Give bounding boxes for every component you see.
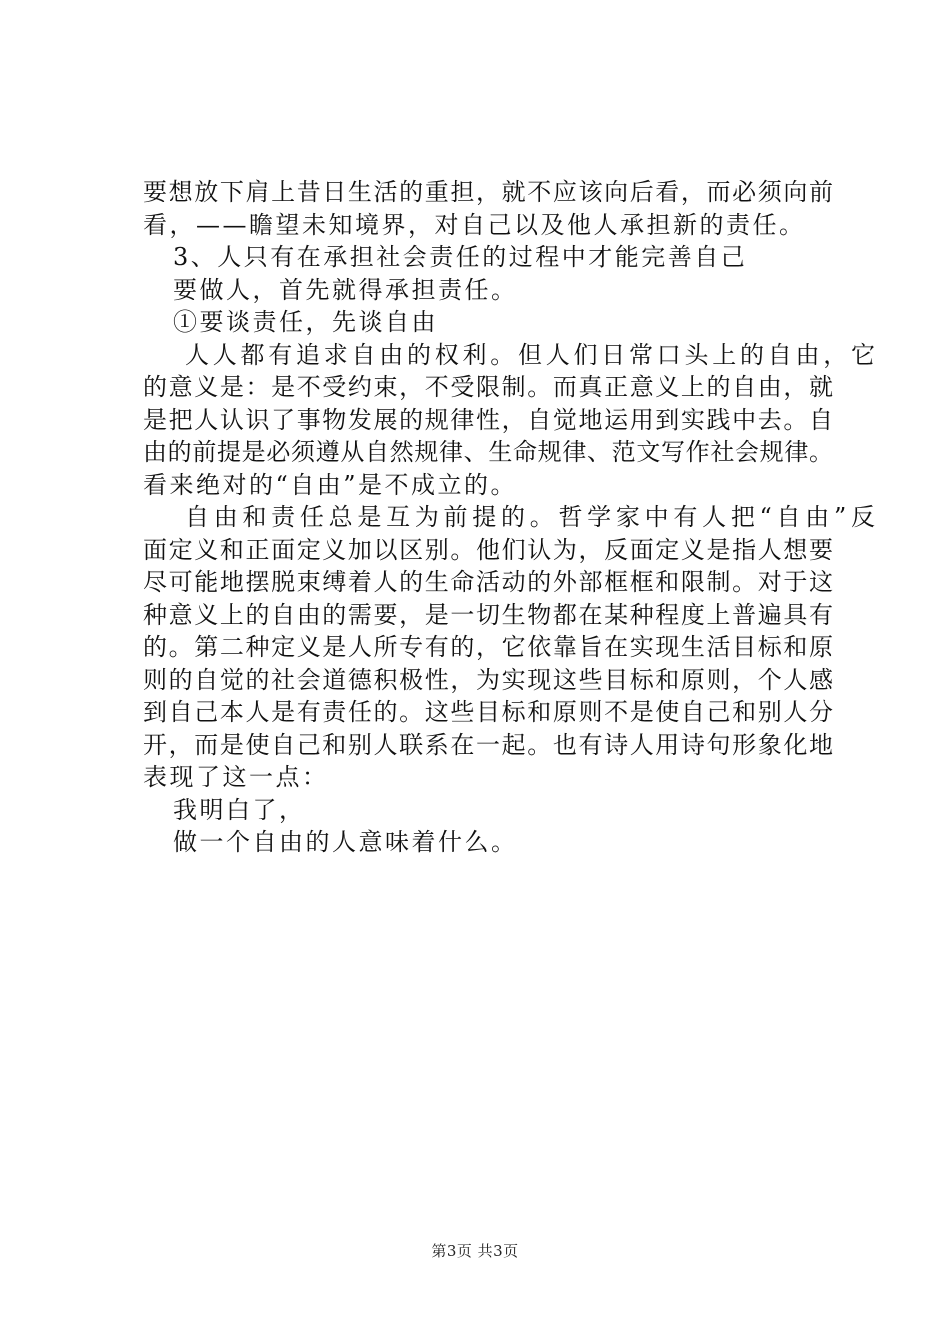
paragraph-line: 到自己本人是有责任的。这些目标和原则不是使自己和别人分 [143, 698, 833, 726]
paragraph-line: 开，而是使自己和别人联系在一起。也有诗人用诗句形象化地 [143, 730, 833, 759]
paragraph-line: 自由和责任总是互为前提的。哲学家中有人把“自由”反 [185, 503, 875, 531]
paragraph-line: 种意义上的自由的需要，是一切生物都在某种程度上普遍具有 [143, 600, 833, 629]
paragraph-line: 的意义是：是不受约束，不受限制。而真正意义上的自由，就 [143, 373, 833, 401]
paragraph-line: 看，——瞻望未知境界，对自己以及他人承担新的责任。 [143, 210, 806, 239]
document-body [143, 176, 875, 859]
paragraph-line: 是把人认识了事物发展的规律性，自觉地运用到实践中去。自 [143, 405, 833, 434]
page-number: 第3页 共3页 [431, 1242, 519, 1260]
paragraph-line: 要想放下肩上昔日生活的重担，就不应该向后看，而必须向前 [143, 178, 833, 206]
paragraph-line: 表现了这一点： [143, 763, 329, 791]
section-heading: 3、人只有在承担社会责任的过程中才能完善自己 [173, 243, 748, 271]
paragraph-line: 尽可能地摆脱束缚着人的生命活动的外部框框和限制。对于这 [143, 568, 833, 596]
poem-line: 做一个自由的人意味着什么。 [173, 828, 518, 856]
subsection-heading: ①要谈责任，先谈自由 [173, 308, 438, 336]
paragraph-line: 由的前提是必须遵从自然规律、生命规律、范文写作社会规律。 [143, 438, 833, 466]
paragraph-line: 看来绝对的“自由”是不成立的。 [143, 470, 518, 499]
paragraph-line: 人人都有追求自由的权利。但人们日常口头上的自由，它 [185, 340, 875, 369]
paragraph-line: 面定义和正面定义加以区别。他们认为，反面定义是指人想要 [143, 535, 833, 564]
paragraph-line: 要做人，首先就得承担责任。 [173, 275, 518, 304]
paragraph-line: 则的自觉的社会道德积极性，为实现这些目标和原则，个人感 [143, 665, 833, 694]
paragraph-line: 的。第二种定义是人所专有的，它依靠旨在实现生活目标和原 [143, 633, 833, 661]
poem-line: 我明白了， [173, 795, 306, 824]
